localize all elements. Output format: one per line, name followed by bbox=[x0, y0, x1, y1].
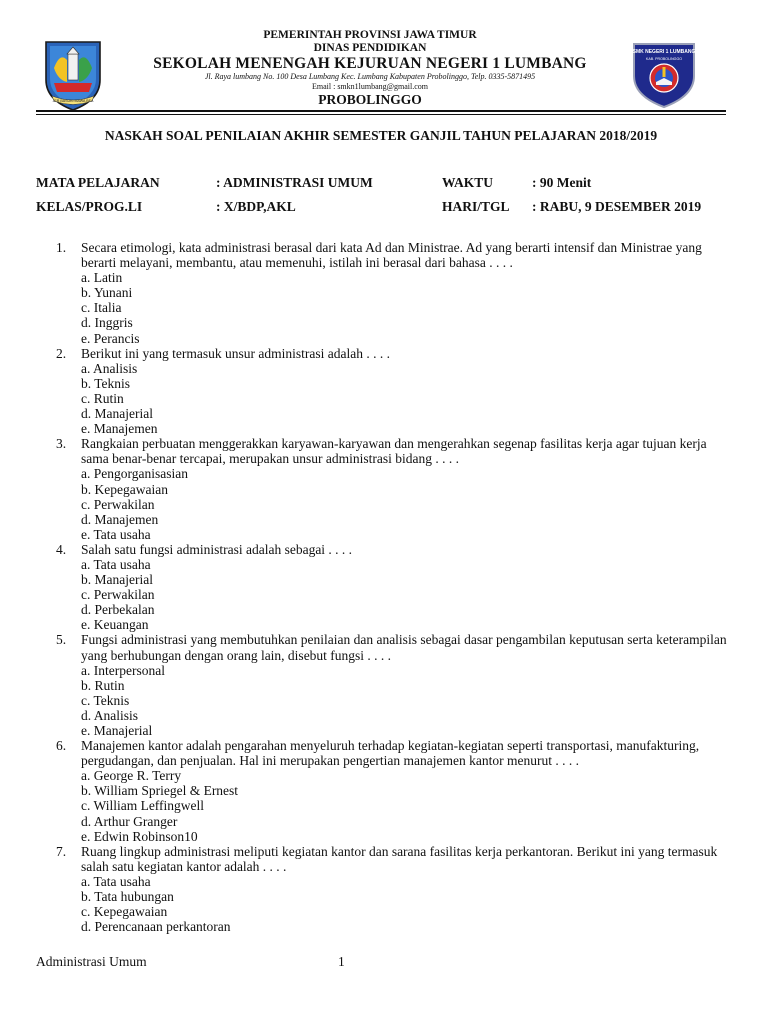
answer-option: b. Manajerial bbox=[81, 572, 153, 588]
header-address: Jl. Raya lumbang No. 100 Desa Lumbang Kec. Lumbang Kabupaten Probolinggo, Telp. 0335-5871495 bbox=[204, 72, 536, 81]
day-label: HARI/TGL bbox=[442, 199, 510, 214]
time-label: WAKTU bbox=[442, 175, 494, 190]
answer-option: c. Italia bbox=[81, 300, 122, 316]
answer-option: d. Inggris bbox=[81, 315, 133, 331]
question-number: 6. bbox=[56, 738, 67, 754]
answer-option: d. Arthur Granger bbox=[81, 813, 178, 829]
page-number: 1 bbox=[338, 954, 345, 969]
question-text: Ruang lingkup administrasi meliputi kegiatan kantor dan sarana fasilitas kerja perkantoran. Berikut ini yang termasuk salah satu kegiatan kantor adalah . . . . bbox=[81, 843, 718, 874]
answer-option: e. Perancis bbox=[81, 330, 140, 346]
question-item bbox=[0, 346, 768, 437]
answer-option: b. Yunani bbox=[81, 285, 133, 301]
header-province: PEMERINTAH PROVINSI JAWA TIMUR bbox=[263, 29, 477, 41]
footer-subject: Administrasi Umum bbox=[36, 954, 147, 969]
header-email: Email : smkn1lumbang@gmail.com bbox=[311, 82, 429, 91]
header-city: PROBOLINGGO bbox=[318, 92, 422, 107]
answer-option: a. George R. Terry bbox=[81, 768, 182, 784]
header-school-name: SEKOLAH MENENGAH KEJURUAN NEGERI 1 LUMBANG bbox=[153, 55, 587, 72]
answer-option: c. Perwakilan bbox=[81, 496, 155, 512]
question-number: 4. bbox=[56, 541, 67, 557]
smkn1-lumbang-logo bbox=[628, 38, 700, 110]
question-item bbox=[0, 240, 768, 346]
answer-option: a. Tata usaha bbox=[81, 873, 151, 889]
answer-option: c. Perwakilan bbox=[81, 587, 155, 603]
question-item bbox=[0, 738, 768, 844]
question-text: Rangkaian perbuatan menggerakkan karyawan-karyawan dan mengerahkan segenap fasilitas kerja agar tujuan kerja sama benar-benar tercapai, merupakan unsur administrasi bidang . . . . bbox=[81, 436, 707, 467]
header-divider-thick bbox=[36, 110, 726, 112]
class-value: : X/BDP,AKL bbox=[216, 199, 296, 214]
question-text: Manajemen kantor adalah pengarahan menyeluruh terhadap kegiatan-kegiatan seperti transportasi, manufakturing, pergudangan, dan penjualan. Hal ini merupakan pengertian manajemen kantor menurut . . . . bbox=[81, 738, 700, 769]
answer-option: b. Kepegawaian bbox=[81, 481, 168, 497]
answer-option: b. Tata hubungan bbox=[81, 889, 174, 905]
question-number: 3. bbox=[56, 436, 67, 452]
question-text: Berikut ini yang termasuk unsur administrasi adalah . . . . bbox=[81, 345, 390, 361]
question-item bbox=[0, 542, 768, 633]
answer-option: e. Manajerial bbox=[81, 723, 153, 738]
answer-option: b. William Spriegel & Ernest bbox=[81, 783, 239, 799]
answer-option: d. Perbekalan bbox=[81, 602, 155, 618]
question-text: Secara etimologi, kata administrasi berasal dari kata Ad dan Ministrae. Ad yang berarti intensif dan Ministrae yang berarti melayani, membantu, atau memenuhi, istilah ini berasal dari bahasa . . . . bbox=[81, 240, 702, 271]
header-department: DINAS PENDIDIKAN bbox=[313, 42, 427, 54]
answer-option: a. Analisis bbox=[81, 360, 138, 376]
answer-option: e. Tata usaha bbox=[81, 526, 151, 542]
answer-option: d. Analisis bbox=[81, 707, 139, 723]
question-number: 7. bbox=[56, 843, 67, 859]
logo-regency: KAB. PROBOLINGGO bbox=[645, 57, 683, 61]
logo-school-name: SMK NEGERI 1 LUMBANG bbox=[632, 49, 696, 55]
header-divider-thin bbox=[36, 114, 726, 115]
answer-option: b. Rutin bbox=[81, 677, 125, 693]
answer-option: e. Edwin Robinson10 bbox=[81, 828, 198, 844]
subject-label: MATA PELAJARAN bbox=[36, 175, 160, 190]
answer-option: a. Latin bbox=[81, 270, 123, 286]
answer-option: c. William Leffingwell bbox=[81, 798, 205, 814]
answer-option: d. Perencanaan perkantoran bbox=[81, 919, 231, 935]
day-value: : RABU, 9 DESEMBER 2019 bbox=[532, 199, 702, 214]
answer-option: d. Manajerial bbox=[81, 406, 153, 422]
question-item bbox=[0, 436, 768, 542]
question-list bbox=[0, 240, 768, 934]
answer-option: e. Keuangan bbox=[81, 617, 149, 633]
question-item bbox=[0, 844, 768, 935]
answer-option: a. Interpersonal bbox=[81, 662, 165, 678]
question-text: Fungsi administrasi yang membutuhkan penilaian dan analisis sebagai dasar pengambilan keputusan serta keterampilan yang berhubungan dengan orang lain, disebut fungsi . . . . bbox=[81, 632, 727, 663]
emblem-motto: JER BASUKI MAWA BEA bbox=[52, 99, 94, 103]
jawa-timur-emblem-logo bbox=[40, 38, 106, 112]
question-number: 5. bbox=[56, 632, 67, 648]
answer-option: e. Manajemen bbox=[81, 421, 158, 437]
question-item bbox=[0, 632, 768, 738]
exam-title: NASKAH SOAL PENILAIAN AKHIR SEMESTER GANJIL TAHUN PELAJARAN 2018/2019 bbox=[104, 128, 658, 143]
answer-option: a. Pengorganisasian bbox=[81, 466, 188, 482]
answer-option: d. Manajemen bbox=[81, 511, 159, 527]
answer-option: c. Teknis bbox=[81, 692, 130, 708]
time-value: : 90 Menit bbox=[532, 175, 592, 190]
answer-option: c. Kepegawaian bbox=[81, 904, 168, 920]
question-number: 1. bbox=[56, 240, 67, 255]
question-number: 2. bbox=[56, 345, 67, 361]
question-text: Salah satu fungsi administrasi adalah sebagai . . . . bbox=[81, 541, 353, 557]
answer-option: a. Tata usaha bbox=[81, 556, 151, 572]
answer-option: b. Teknis bbox=[81, 375, 131, 391]
subject-value: : ADMINISTRASI UMUM bbox=[216, 175, 373, 190]
class-label: KELAS/PROG.LI bbox=[36, 199, 143, 214]
answer-option: c. Rutin bbox=[81, 390, 124, 406]
